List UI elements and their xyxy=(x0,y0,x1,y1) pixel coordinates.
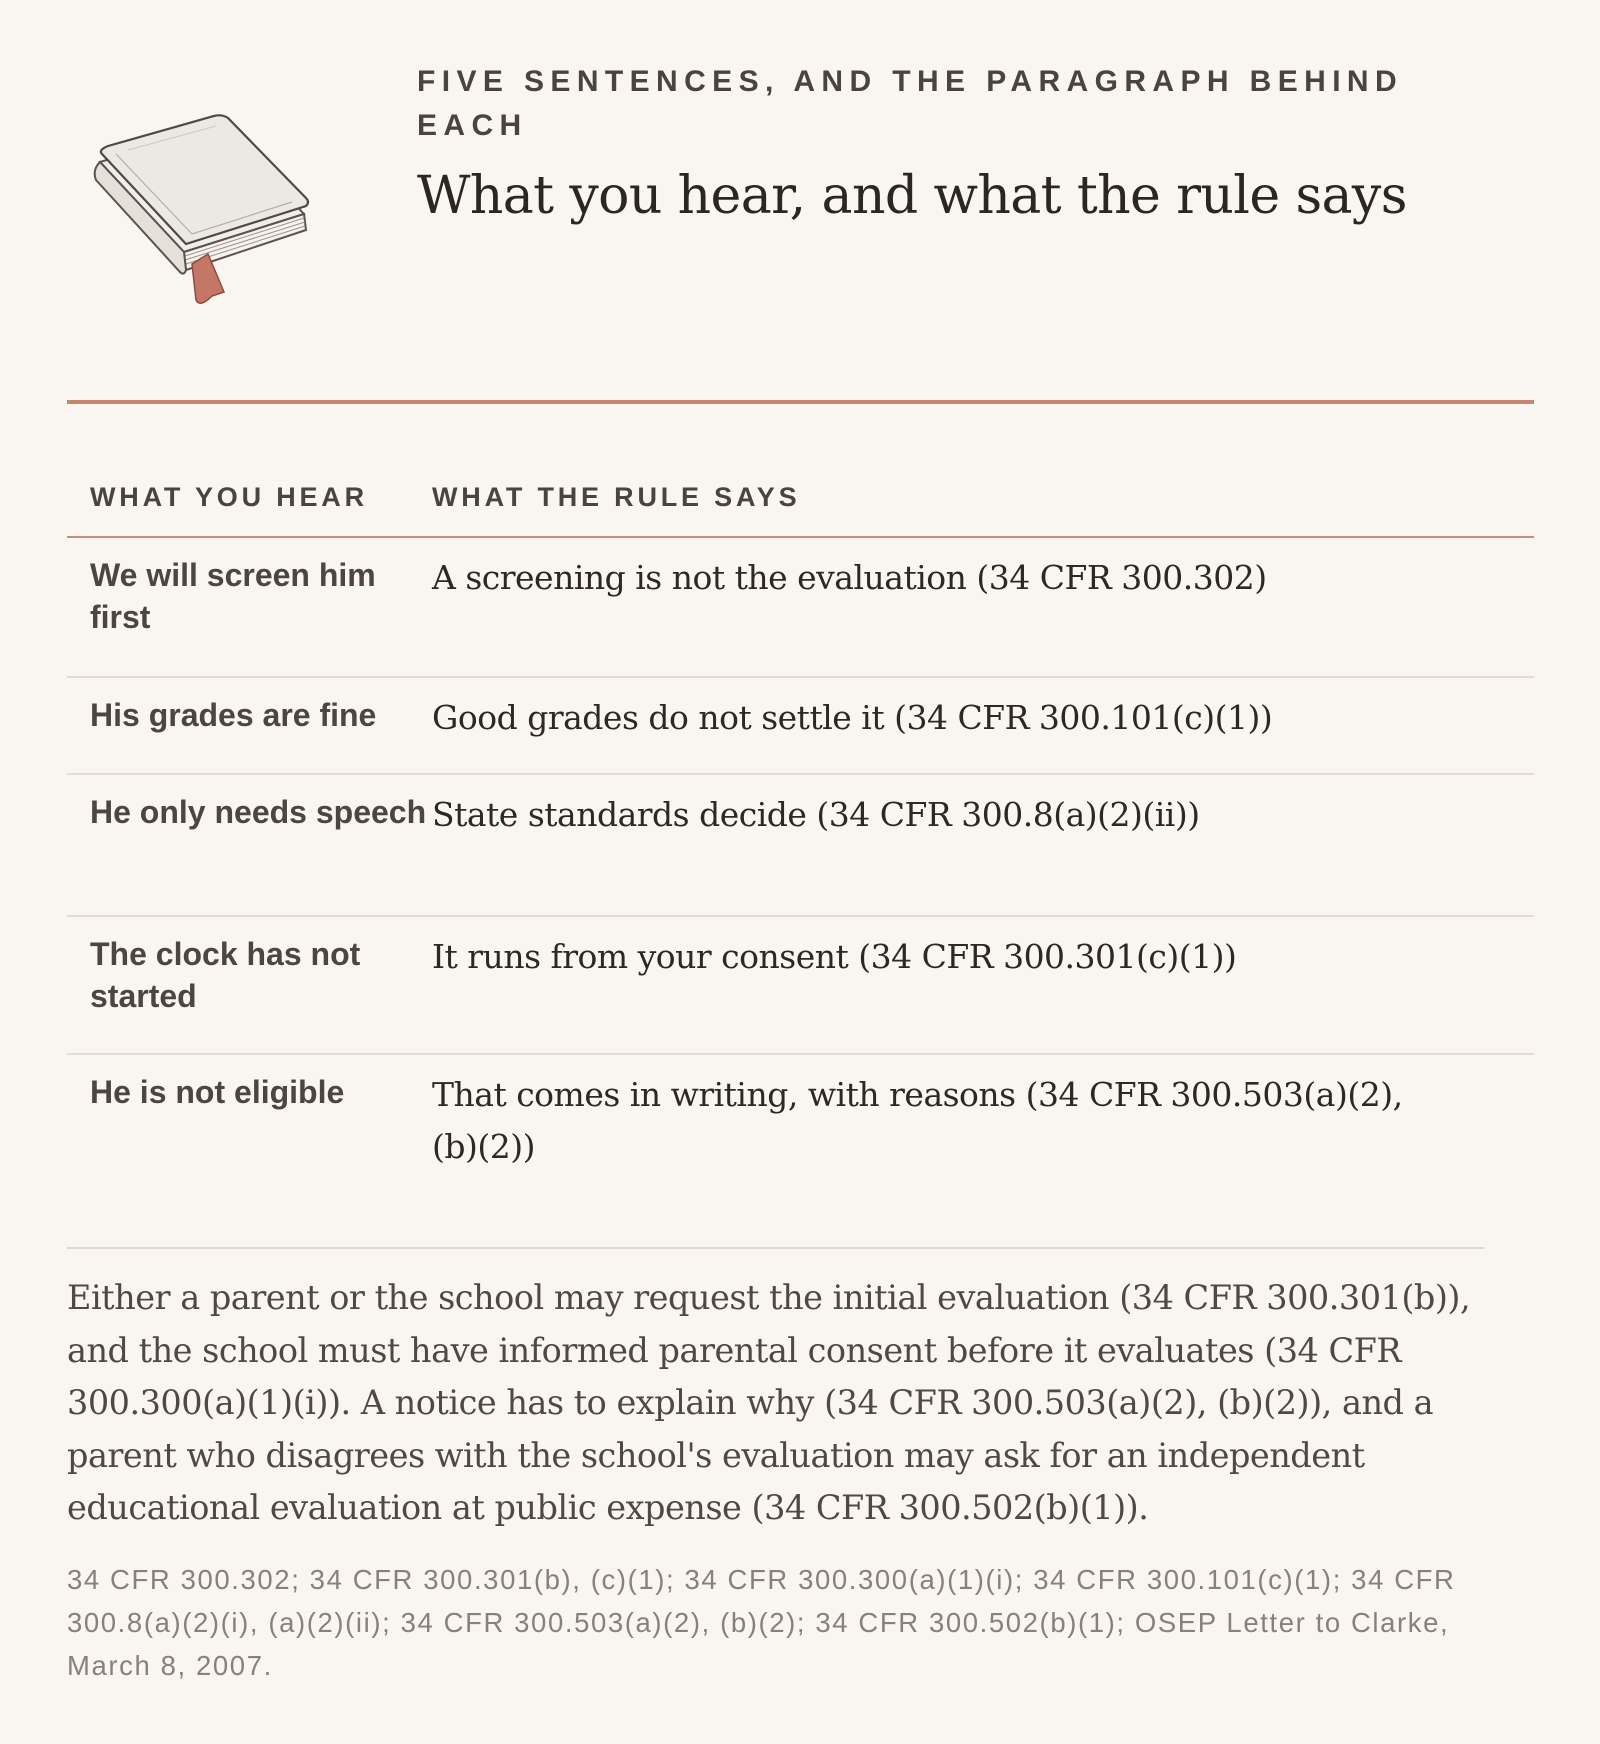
what-rule-says-cell: A screening is not the evaluation (34 CFR 300.302) xyxy=(432,558,1267,597)
column-header-rule: WHAT THE RULE SAYS xyxy=(432,482,801,512)
what-you-hear-cell: He only needs speech xyxy=(90,794,427,830)
table-row xyxy=(67,775,1534,917)
what-you-hear-cell: The clock has not started xyxy=(90,936,361,1014)
what-rule-says-cell: That comes in writing, with reasons (34 CFR 300.503(a)(2), (b)(2)) xyxy=(432,1075,1403,1166)
what-rule-says-cell: State standards decide (34 CFR 300.8(a)(2)(ii)) xyxy=(432,795,1200,834)
table-row xyxy=(67,1055,1534,1205)
citations-footnote: 34 CFR 300.302; 34 CFR 300.301(b), (c)(1); 34 CFR 300.300(a)(1)(i); 34 CFR 300.101(c)(1); 34 CFR 300.8(a)(2)(i), (a)(2)(ii); 34 CFR 300.503(a)(2), (b)(2); 34 CFR 300.502(b)(1); OSEP Letter to Clarke, March 8, 2007. xyxy=(67,1564,1456,1681)
what-you-hear-cell: His grades are fine xyxy=(90,697,377,733)
table-header xyxy=(67,470,1534,538)
what-you-hear-cell: We will screen him first xyxy=(90,557,376,635)
comparison-table xyxy=(67,470,1534,1205)
what-you-hear-cell: He is not eligible xyxy=(90,1074,345,1110)
eyebrow-heading: FIVE SENTENCES, AND THE PARAGRAPH BEHIND EACH xyxy=(417,65,1404,142)
explanation-paragraph: Either a parent or the school may request the initial evaluation (34 CFR 300.301(b)), and the school must have informed parental consent before it evaluates (34 CFR 300.300(a)(1)(i)). A notice has to explain why (34 CFR 300.503(a)(2), (b)(2)), and a parent who disagrees with the school's evaluation may ask for an independent educational evaluation at public expense (34 CFR 300.502(b)(1)). xyxy=(67,1278,1471,1527)
table-row xyxy=(67,538,1534,678)
table-row xyxy=(67,678,1534,775)
what-rule-says-cell: Good grades do not settle it (34 CFR 300.101(c)(1)) xyxy=(432,698,1273,737)
section-divider xyxy=(67,1247,1484,1249)
page-title: What you hear, and what the rule says xyxy=(417,166,1407,226)
column-header-hear: WHAT YOU HEAR xyxy=(90,482,368,512)
what-rule-says-cell: It runs from your consent (34 CFR 300.301(c)(1)) xyxy=(432,937,1237,976)
book-with-bookmark-icon xyxy=(88,104,328,314)
accent-divider xyxy=(67,400,1534,404)
table-row xyxy=(67,917,1534,1055)
